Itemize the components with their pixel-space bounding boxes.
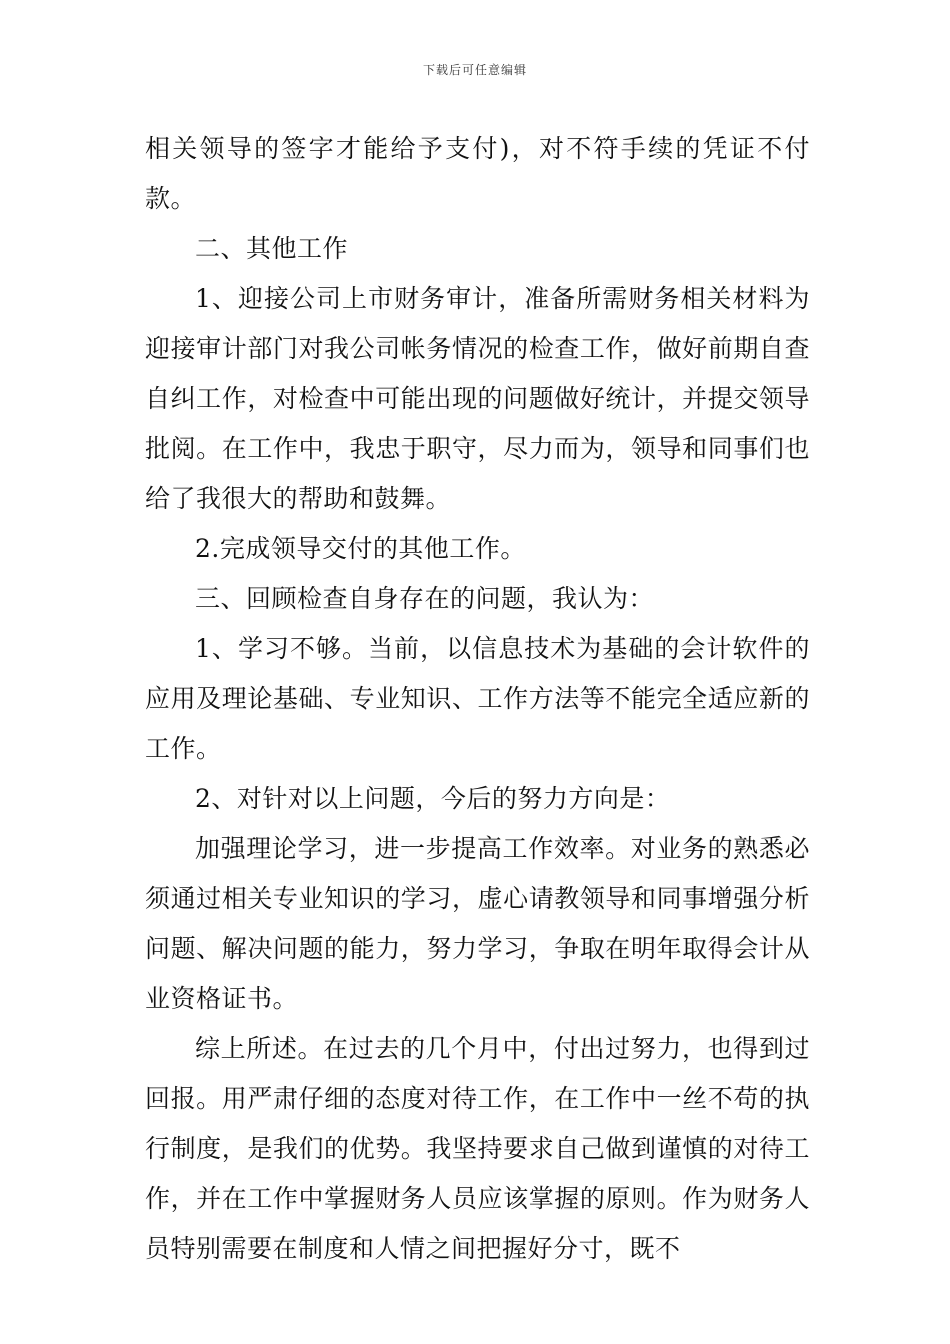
paragraph-theory-study: 加强理论学习，进一步提高工作效率。对业务的熟悉必须通过相关专业知识的学习，虚心请教领导和同事增强分析问题、解决问题的能力，努力学习，争取在明年取得会计从业资格证书。 [145,834,810,1013]
document-body [145,124,810,1274]
section-heading-other-work: 二、其他工作 [195,234,349,263]
paragraph-summary: 综上所述。在过去的几个月中，付出过努力，也得到过回报。用严肃仔细的态度对待工作，在工作中一丝不苟的执行制度，是我们的优势。我坚持要求自己做到谨慎的对待工作，并在工作中掌握财务人员应该掌握的原则。作为财务人员特别需要在制度和人情之间把握好分寸，既不 [145,1034,810,1263]
section-heading-problems: 三、回顾检查自身存在的问题，我认为： [195,584,655,613]
paragraph-1: 相关领导的签字才能给予支付)，对不符手续的凭证不付款。 [145,134,810,213]
paragraph-direction: 2、对针对以上问题，今后的努力方向是： [195,784,671,813]
paragraph-audit: 1、迎接公司上市财务审计，准备所需财务相关材料为迎接审计部门对我公司帐务情况的检查工作，做好前期自查自纠工作，对检查中可能出现的问题做好统计，并提交领导批阅。在工作中，我忠于职守，尽力而为，领导和同事们也给了我很大的帮助和鼓舞。 [145,284,810,513]
page-header: 下载后可任意编辑 [422,63,527,77]
paragraph-learning: 1、学习不够。当前，以信息技术为基础的会计软件的应用及理论基础、专业知识、工作方法等不能完全适应新的工作。 [145,634,810,763]
paragraph-other-tasks: 2.完成领导交付的其他工作。 [195,534,526,563]
